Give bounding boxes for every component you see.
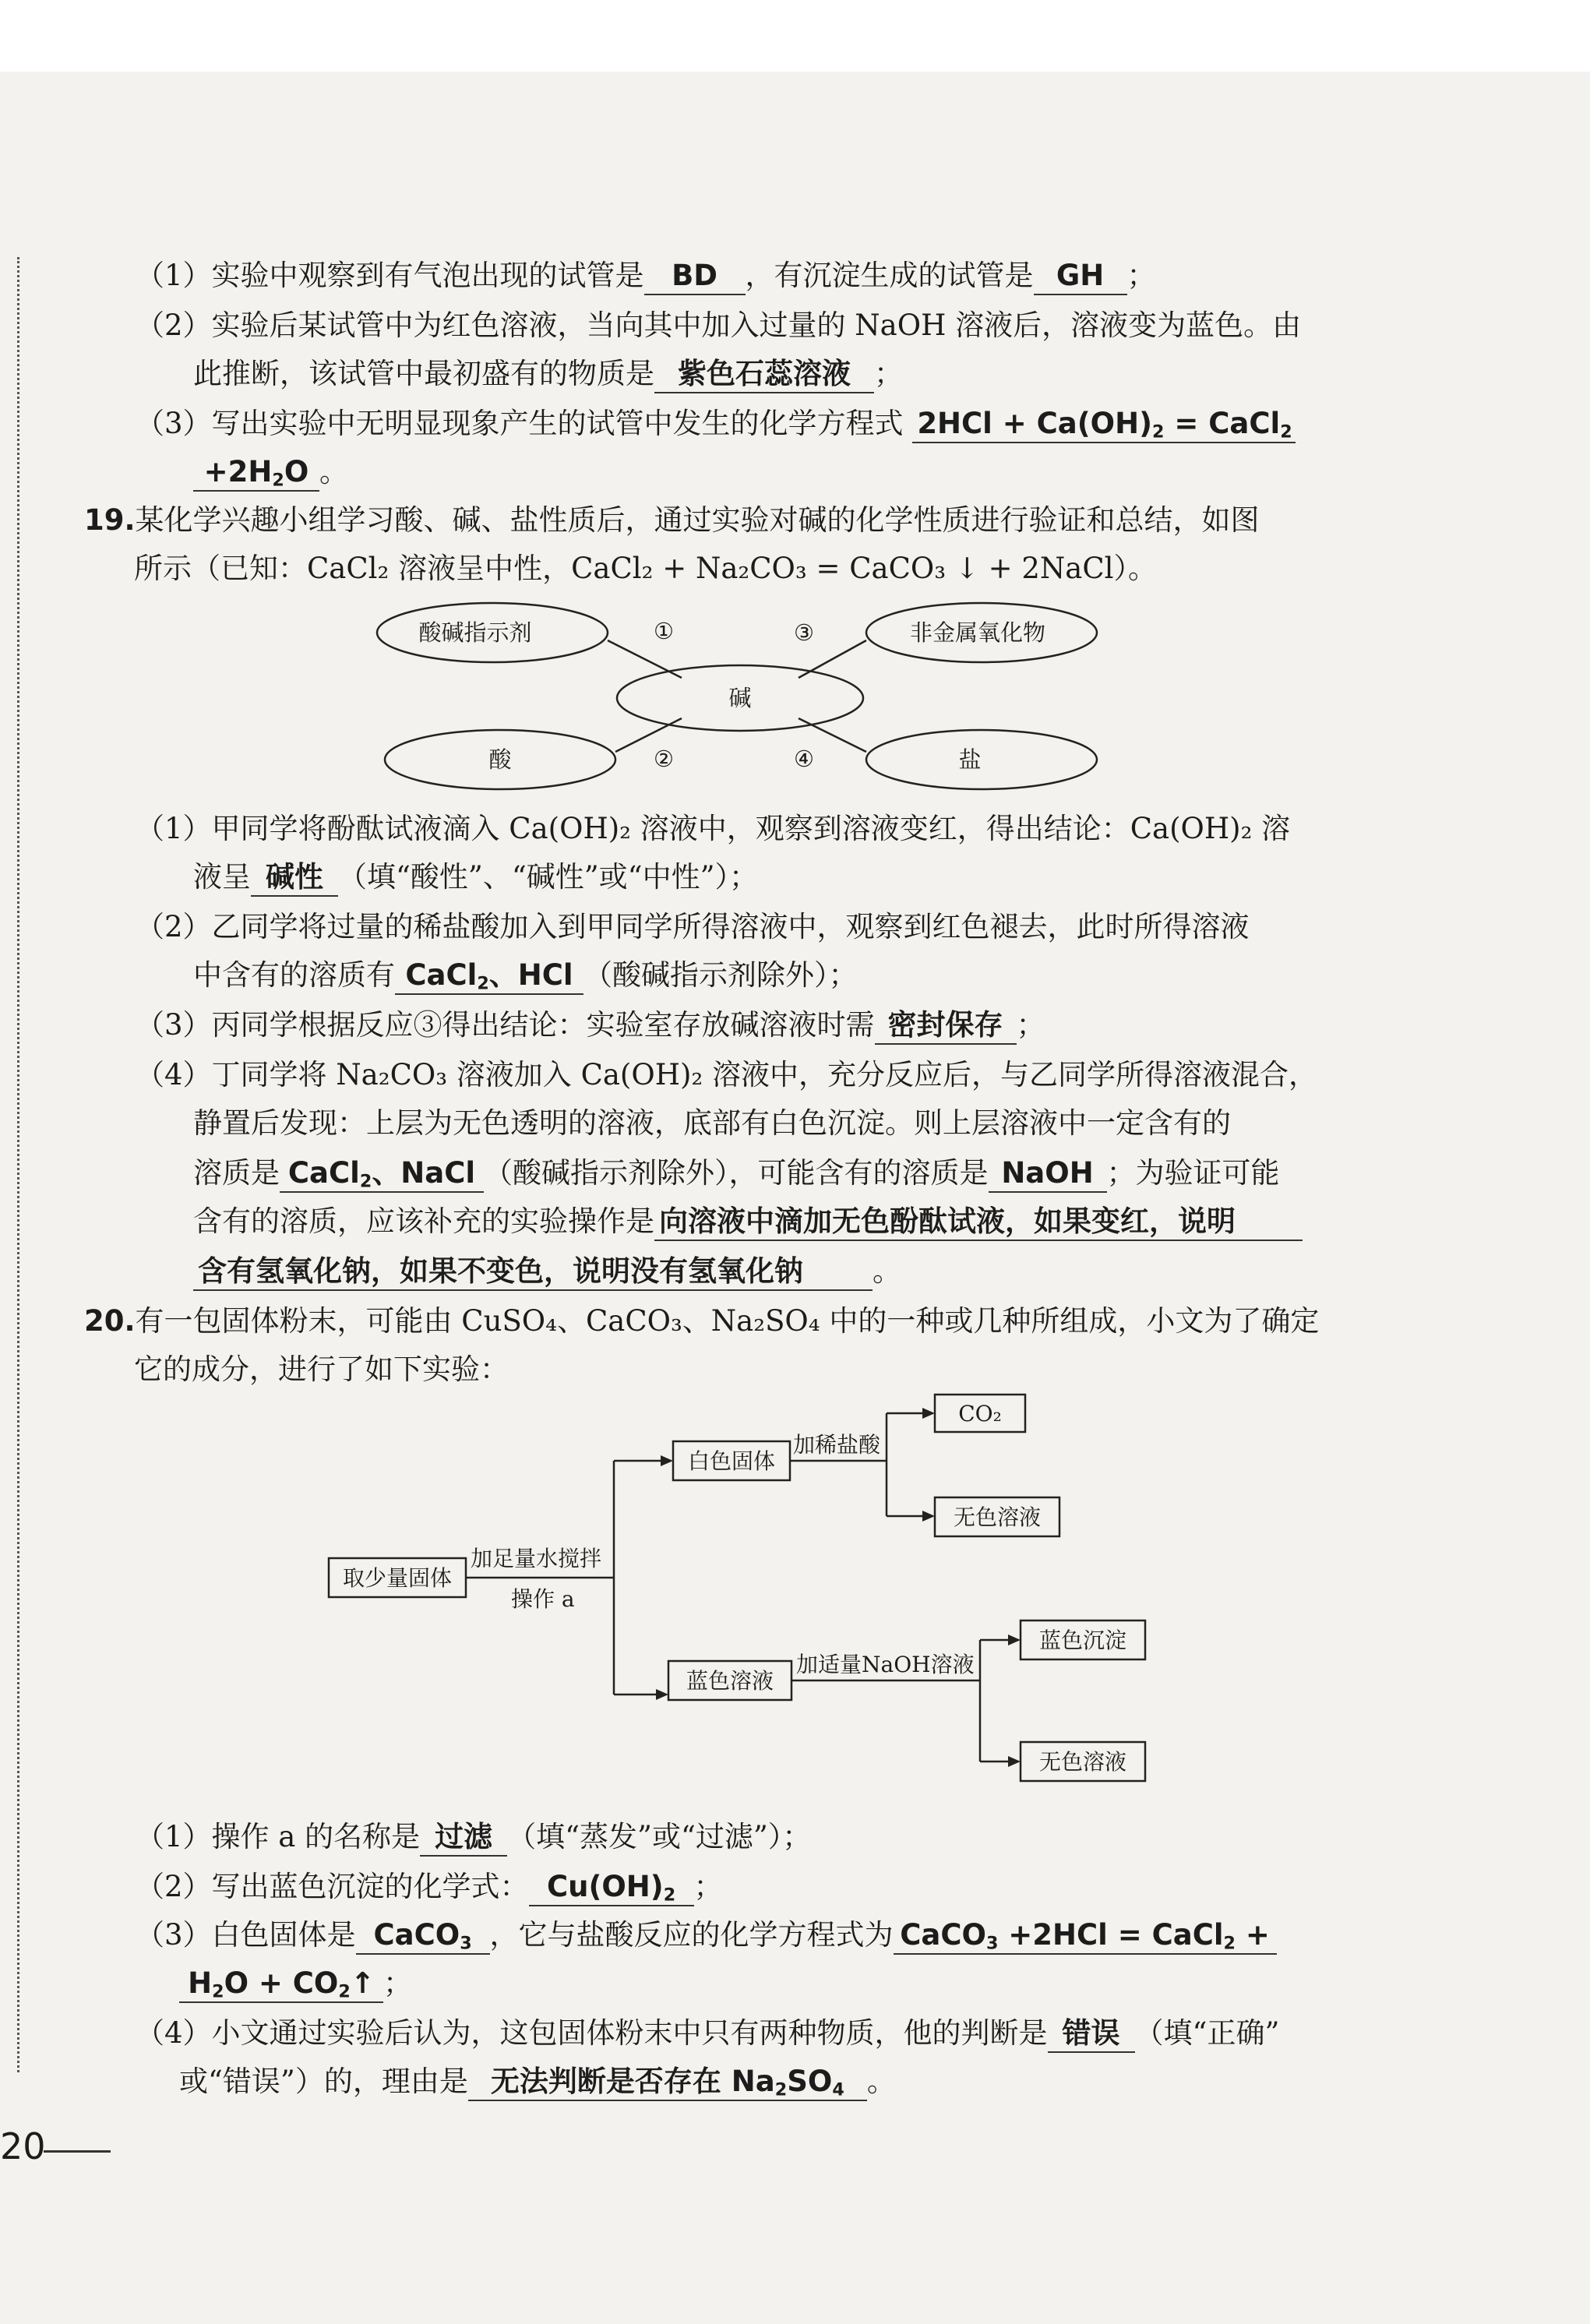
q20-part1: （1）操作 a 的名称是 过滤 （填“蒸发”或“过滤”）； [136, 1815, 811, 1859]
ellipse-salt [866, 730, 1097, 789]
q19-answer-possible-solute: NaOH [989, 1155, 1107, 1193]
q19-intro-line1: 19.某化学兴趣小组学习酸、碱、盐性质后，通过实验对碱的化学性质进行验证和总结，如图 [84, 503, 1260, 537]
q20-answer-precipitate-formula: $Cu(OH)_2$ [529, 1869, 694, 1906]
flow-clear-1: 无色溶液 [953, 1504, 1042, 1530]
label-base: 碱 [728, 685, 752, 711]
q20-answer-reason: 无法判断是否存在 $Na_2SO_4$ [468, 2064, 867, 2101]
q18-answer-equation-part2: $+2H_2O$ [193, 454, 319, 492]
flow-op1: 加足量水搅拌 [471, 1546, 602, 1571]
label-salt: 盐 [958, 746, 982, 773]
flow-op3: 加适量NaOH溶液 [796, 1652, 975, 1677]
q18-answer-bubbles: BD [644, 258, 746, 295]
q19-part2-line2: 中含有的溶质有 CaCl$_2$、HCl （酸碱指示剂除外）； [193, 958, 858, 994]
q18-answer-substance: 紫色石蕊溶液 [654, 356, 874, 393]
reaction-3: ③ [794, 619, 814, 646]
q20-number: 20. [84, 1304, 136, 1338]
q20-intro-line1: 20.有一包固体粉末，可能由 CuSO₄、CaCO₃、Na₂SO₄ 中的一种或几种所组成，小文为了确定 [84, 1304, 1320, 1338]
q18-part1: （1）实验中观察到有气泡出现的试管是 BD ，有沉淀生成的试管是 GH ； [136, 254, 1156, 298]
q20-intro-line2: 它的成分，进行了如下实验： [134, 1352, 509, 1386]
flow-start: 取少量固体 [342, 1565, 453, 1591]
q20-answer-equation-part2: $H_2O$ + $CO_2↑$ [179, 1966, 383, 2003]
reaction-4: ④ [794, 746, 814, 772]
page-number: 20 [0, 2125, 46, 2167]
q19-part1-line1: （1）甲同学将酚酞试液滴入 Ca(OH)₂ 溶液中，观察到溶液变红，得出结论：Ca(OH)₂ 溶 [136, 812, 1291, 845]
flow-clear-2: 无色溶液 [1038, 1749, 1127, 1775]
label-acid: 酸 [488, 746, 512, 773]
q19-answer-storage: 密封保存 [875, 1007, 1017, 1045]
flow-op1b: 操作 a [511, 1586, 575, 1612]
footer-rule [44, 2150, 111, 2153]
q18-part2-line1: （2）实验后某试管中为红色溶液，当向其中加入过量的 NaOH 溶液后，溶液变为蓝色。由 [136, 309, 1302, 342]
q19-answer-solutes: CaCl$_2$、HCl [395, 957, 583, 995]
q19-number: 19. [84, 503, 136, 537]
experiment-flowchart [327, 1387, 1184, 1792]
q19-answer-basic: 碱性 [251, 859, 338, 897]
q20-part3-line1: （3）白色固体是 CaCO$_3$ ，它与盐酸反应的化学方程式为 CaCO$_3$ +2HCl = CaCl$_2$ + [136, 1913, 1277, 1957]
q19-part4-line4: 含有的溶质，应该补充的实验操作是 向溶液中滴加无色酚酞试液，如果变红，说明 [193, 1200, 1303, 1243]
q18-part3-line2: $+2H_2O$ 。 [193, 450, 348, 494]
q19-part3: （3）丙同学根据反应③得出结论：实验室存放碱溶液时需 密封保存 ； [136, 1003, 1045, 1047]
scan-top-band [0, 0, 1590, 72]
flow-blue-precipitate: 蓝色沉淀 [1038, 1628, 1127, 1653]
flow-white-solid: 白色固体 [687, 1448, 776, 1474]
q18-answer-equation-part1: $2HCl + Ca(OH)_2$ = CaCl$_2$ [912, 406, 1296, 443]
label-indicator: 酸碱指示剂 [418, 619, 532, 646]
q19-part4-line2: 静置后发现：上层为无色透明的溶液，底部有白色沉淀。则上层溶液中一定含有的 [193, 1106, 1231, 1140]
q19-intro-line2: 所示（已知：CaCl₂ 溶液呈中性，CaCl₂ + Na₂CO₃ = CaCO₃ ↓ + 2NaCl）。 [134, 552, 1157, 585]
q20-answer-equation-part1: CaCO$_3$ +2HCl = CaCl$_2$ + [894, 1917, 1277, 1955]
q20-part4-line2: 或“错误”）的，理由是 无法判断是否存在 $Na_2SO_4$ 。 [179, 2065, 896, 2100]
flow-op2: 加稀盐酸 [793, 1432, 881, 1458]
q19-part4-line1: （4）丁同学将 Na₂CO₃ 溶液加入 Ca(OH)₂ 溶液中，充分反应后，与乙同学所得溶液混合， [136, 1058, 1317, 1091]
q19-part2-line1: （2）乙同学将过量的稀盐酸加入到甲同学所得溶液中，观察到红色褪去，此时所得溶液 [136, 910, 1250, 943]
base-properties-diagram [374, 600, 1106, 795]
label-nonmetal-oxide: 非金属氧化物 [909, 619, 1046, 646]
q19-answer-experiment-2: 含有氢氧化钠，如果不变色，说明没有氢氧化钠 [193, 1254, 873, 1291]
q18-part3-line1: （3）写出实验中无明显现象产生的试管中发生的化学方程式 $2HCl + Ca(OH)_2$ = CaCl$_2$ [136, 402, 1296, 446]
q20-answer-judgement: 错误 [1048, 2015, 1135, 2053]
q18-answer-precipitate: GH [1034, 258, 1127, 295]
q18-part2-line2: 此推断，该试管中最初盛有的物质是 紫色石蕊溶液 ； [193, 352, 903, 396]
q19-answer-definite-solutes: CaCl$_2$、NaCl [280, 1155, 484, 1193]
reaction-2: ② [654, 746, 674, 772]
q19-part1-line2: 液呈 碱性 （填“酸性”、“碱性”或“中性”）； [193, 855, 758, 899]
q19-part4-line3: 溶质是 CaCl$_2$、NaCl （酸碱指示剂除外），可能含有的溶质是 NaOH ；为验证可能 [193, 1156, 1280, 1192]
q20-part4-line1: （4）小文通过实验后认为，这包固体粉末中只有两种物质，他的判断是 错误 （填“正确” [136, 2012, 1279, 2055]
flow-blue-solution: 蓝色溶液 [686, 1668, 774, 1694]
flow-co2: CO₂ [958, 1401, 1002, 1426]
q19-answer-experiment-1: 向溶液中滴加无色酚酞试液，如果变红，说明 [654, 1204, 1303, 1241]
q20-part2: （2）写出蓝色沉淀的化学式： $Cu(OH)_2$ ； [136, 1870, 723, 1906]
q20-answer-operation: 过滤 [420, 1819, 507, 1857]
q20-part3-line2: $H_2O$ + $CO_2↑$ ； [179, 1962, 412, 2005]
q19-part4-line5: 含有氢氧化钠，如果不变色，说明没有氢氧化钠 。 [193, 1250, 901, 1293]
binding-margin-line [17, 257, 19, 2072]
reaction-1: ① [654, 618, 674, 644]
q20-answer-white-solid: CaCO$_3$ [356, 1917, 490, 1955]
